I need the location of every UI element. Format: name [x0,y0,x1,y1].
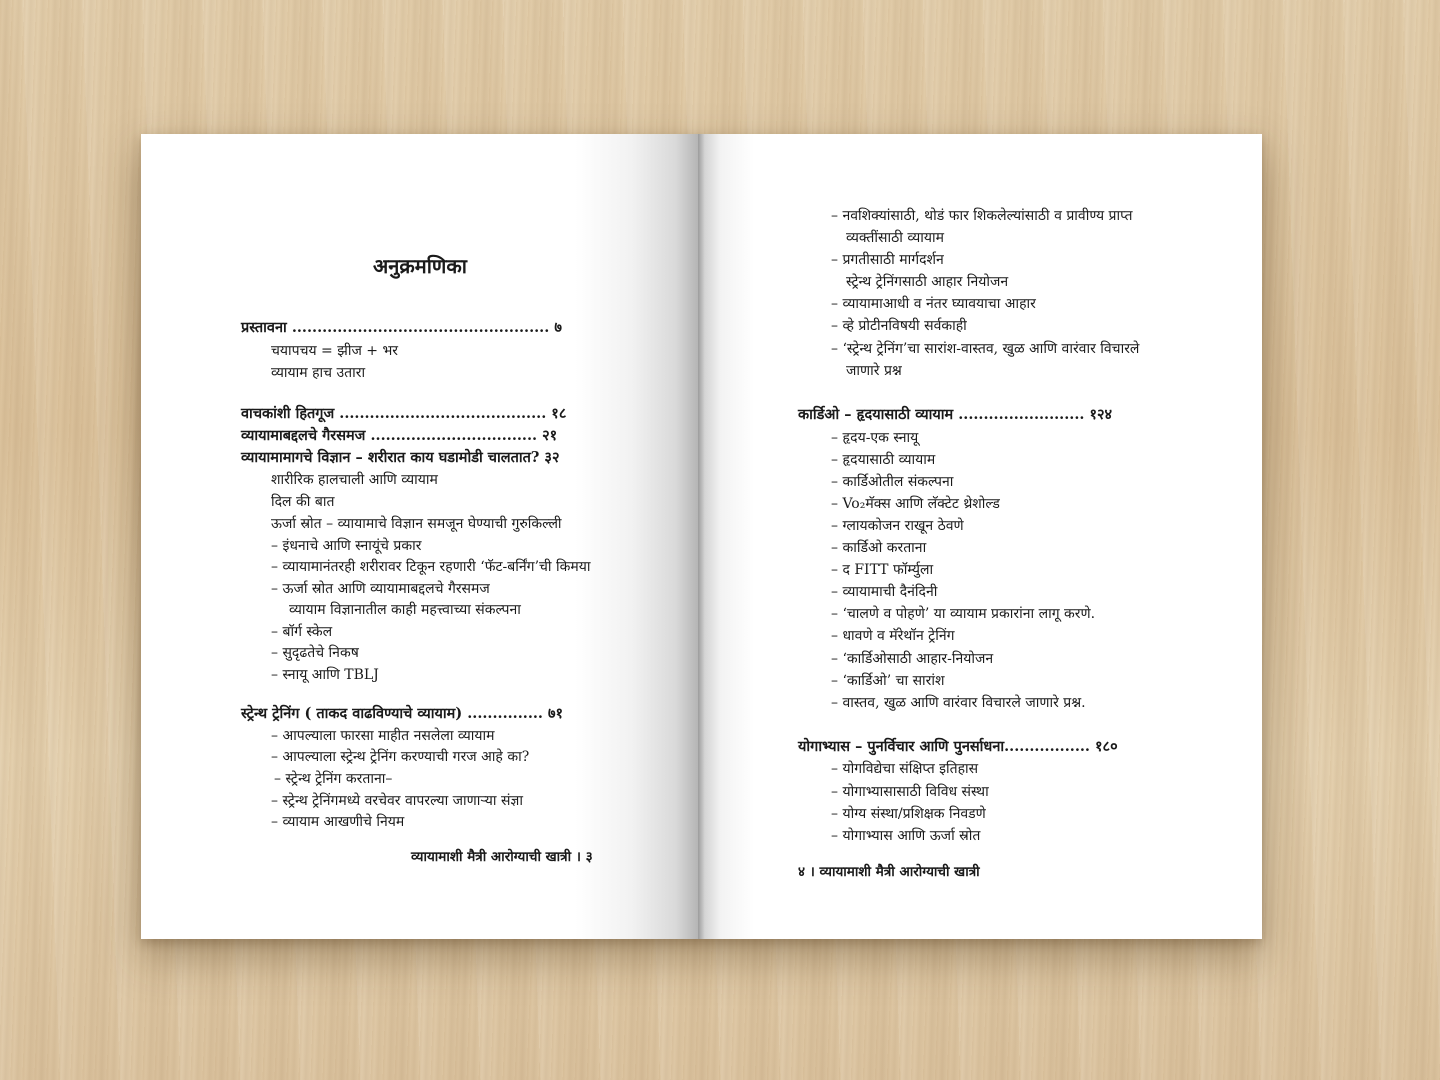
toc-subitem: – ग्लायकोजन राखून ठेवणे [831,518,964,534]
toc-subitem: – वास्तव, खुळ आणि वारंवार विचारले जाणारे प्रश्न. [831,695,1086,711]
toc-subitem: व्यायाम हाच उतारा [271,365,366,381]
toc-subitem: व्यायाम विज्ञानातील काही महत्त्वाच्या संकल्पना [289,602,521,618]
toc-subitem: – स्ट्रेन्थ ट्रेनिंगमध्ये वरचेवर वापरल्या जाणाऱ्या संज्ञा [271,793,524,809]
toc-subitem: – योगाभ्यासासाठी विविध संस्था [831,784,989,800]
toc-subitem: – ‘स्ट्रेन्थ ट्रेनिंग’चा सारांश-वास्तव, खुळ आणि वारंवार विचारले [831,341,1140,357]
toc-subitem: – ऊर्जा स्रोत आणि व्यायामाबद्दलचे गैरसमज [271,581,490,597]
page-title: अनुक्रमणिका [373,254,467,278]
toc-entry: योगाभ्यास – पुनर्विचार आणि पुनर्साधना................. १८० [798,738,1118,755]
toc-subitem: दिल की बात [271,494,335,510]
toc-subitem: – आपल्याला स्ट्रेन्थ ट्रेनिंग करण्याची गरज आहे का? [271,749,530,765]
toc-subitem: व्यक्तींसाठी व्यायाम [846,230,944,246]
toc-subitem: – योगाभ्यास आणि ऊर्जा स्रोत [831,828,981,844]
toc-entry: वाचकांशी हितगूज ......................................... १८ [241,405,567,422]
toc-subitem: – कार्डिओ करताना [831,540,927,556]
toc-subitem: स्ट्रेन्थ ट्रेनिंगसाठी आहार नियोजन [846,274,1009,290]
toc-subitem: ऊर्जा स्रोत – व्यायामाचे विज्ञान समजून घेण्याची गुरुकिल्ली [271,516,562,532]
open-book [141,134,1262,939]
toc-subitem: – ‘कार्डिओ’ चा सारांश [831,673,945,689]
toc-subitem: – व्यायामानंतरही शरीरावर टिकून रहणारी ‘फॅट-बर्निंग’ची किमया [271,559,591,575]
toc-subitem: – हृदयासाठी व्यायाम [831,452,936,468]
toc-subitem: – व्यायामाआधी व नंतर घ्यावयाचा आहार [831,296,1036,312]
toc-subitem: – प्रगतीसाठी मार्गदर्शन [831,252,944,268]
toc-subitem: – स्ट्रेन्थ ट्रेनिंग करताना– [274,771,393,787]
toc-entry: प्रस्तावना ................................................... ७ [241,319,562,336]
page-footer: ४ । व्यायामाशी मैत्री आरोग्याची खात्री [798,864,980,880]
toc-subitem: चयापचय = झीज + भर [271,343,399,359]
toc-subitem: – ‘चालणे व पोहणे’ या व्यायाम प्रकारांना लागू करणे. [831,606,1096,622]
toc-entry: व्यायामामागचे विज्ञान – शरीरात काय घडामोडी चालतात? ३२ [241,449,560,466]
toc-subitem: – आपल्याला फारसा माहीत नसलेला व्यायाम [271,728,495,744]
toc-subitem: – Vo₂मॅक्स आणि लॅक्टेट थ्रेशोल्ड [831,496,1000,512]
toc-subitem: – व्हे प्रोटीनविषयी सर्वकाही [831,318,967,334]
toc-subitem: – योगविद्येचा संक्षिप्त इतिहास [831,761,979,777]
toc-subitem: – बॉर्ग स्केल [271,624,333,640]
toc-subitem: – ‘कार्डिओसाठी आहार-नियोजन [831,651,994,667]
toc-subitem: – योग्य संस्था/प्रशिक्षक निवडणे [831,806,986,822]
toc-subitem: – व्यायाम आखणीचे नियम [271,814,405,830]
toc-subitem: – हृदय-एक स्नायू [831,430,919,446]
toc-subitem: – व्यायामाची दैनंदिनी [831,584,938,600]
toc-subitem: – इंधनाचे आणि स्नायूंचे प्रकार [271,538,422,554]
toc-subitem: जाणारे प्रश्न [846,363,902,379]
toc-entry: व्यायामाबद्दलचे गैरसमज ................................. २१ [241,427,558,444]
toc-subitem: – सुदृढतेचे निकष [271,645,359,661]
left-page [141,134,698,939]
toc-subitem: – नवशिक्यांसाठी, थोडं फार शिकलेल्यांसाठी व प्रावीण्य प्राप्त [831,208,1133,224]
toc-entry: स्ट्रेन्थ ट्रेनिंग ( ताकद वाढविण्याचे व्यायाम) ............... ७१ [241,705,564,722]
right-page [698,134,1262,939]
toc-subitem: शारीरिक हालचाली आणि व्यायाम [271,472,438,488]
page-footer: व्यायामाशी मैत्री आरोग्याची खात्री । ३ [411,849,593,865]
toc-entry: कार्डिओ – हृदयासाठी व्यायाम ......................... १२४ [798,406,1113,423]
toc-subitem: – कार्डिओतील संकल्पना [831,474,954,490]
toc-subitem: – धावणे व मॅरेथॉन ट्रेनिंग [831,628,955,644]
toc-subitem: – स्नायू आणि TBLJ [271,667,379,683]
toc-subitem: – द FITT फॉर्म्युला [831,562,934,578]
